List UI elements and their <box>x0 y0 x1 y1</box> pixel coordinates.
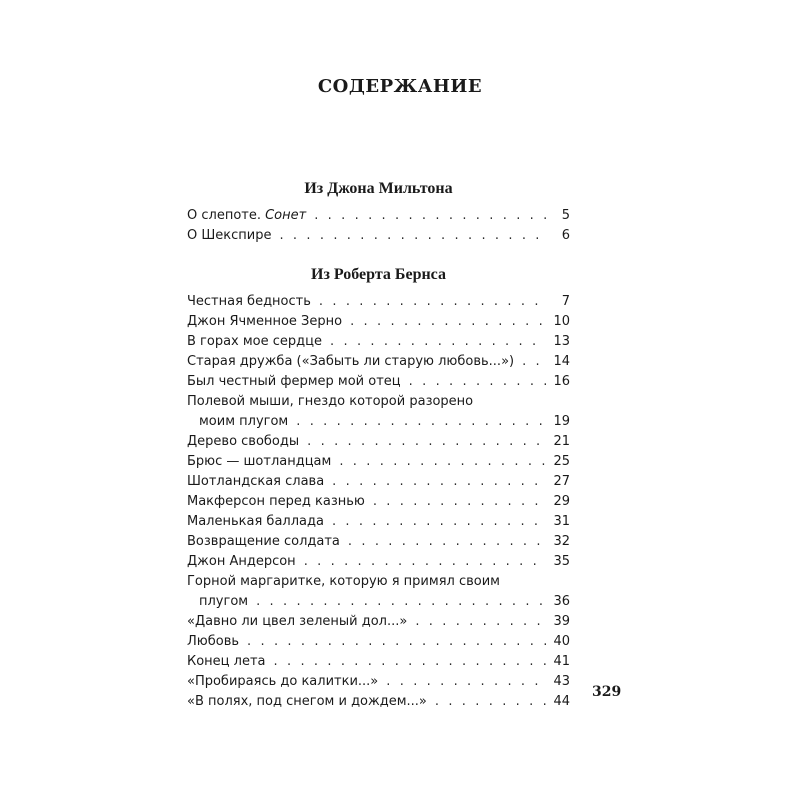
toc-entry-title: Конец лета <box>187 654 266 669</box>
toc-entry-title: «Пробираясь до калитки...» <box>187 674 379 689</box>
toc-entry-title: Был честный фермер мой отец <box>187 374 401 389</box>
toc-leader-dots <box>522 352 546 372</box>
toc-leader-dots <box>296 412 546 432</box>
toc-leader-dots <box>350 312 546 332</box>
toc-leader-dots <box>319 292 546 312</box>
toc-entry[interactable] <box>187 292 570 312</box>
toc-entry-title: О Шекспире <box>187 228 272 243</box>
toc-entry-title: Дерево свободы <box>187 434 300 449</box>
toc-page-number: 43 <box>553 674 570 689</box>
toc-page-number: 19 <box>553 414 570 429</box>
toc-page-number: 14 <box>553 354 570 369</box>
toc-page-number: 31 <box>553 514 570 529</box>
toc-leader-dots <box>256 592 546 612</box>
toc-entry-title: «В полях, под снегом и дождем...» <box>187 694 427 709</box>
toc-page-number: 41 <box>553 654 570 669</box>
toc-leader-dots <box>332 512 546 532</box>
toc-leader-dots <box>332 472 546 492</box>
toc-leader-dots <box>304 552 546 572</box>
toc-entry[interactable] <box>187 472 570 492</box>
toc-entry-title: Полевой мыши, гнездо которой разорено <box>187 394 474 409</box>
toc-page-number: 35 <box>553 554 570 569</box>
toc-entry-title: Маленькая баллада <box>187 514 324 529</box>
toc-entry-title: Возвращение солдата <box>187 534 340 549</box>
toc-entry[interactable] <box>187 512 570 532</box>
toc-entry-title: О слепоте. Сонет <box>187 208 307 223</box>
section-heading-burns: Из Роберта Бернса <box>311 266 446 283</box>
toc-entry-title: Джон Ячменное Зерно <box>187 314 343 329</box>
toc-page-number: 16 <box>553 374 570 389</box>
toc-entry-title-continuation: моим плугом <box>199 414 289 429</box>
toc-page-number: 25 <box>553 454 570 469</box>
toc-page-number: 39 <box>553 614 570 629</box>
toc-entry[interactable] <box>187 492 570 512</box>
toc-entry[interactable] <box>187 372 570 392</box>
toc-list-milton <box>187 206 570 246</box>
toc-page-number: 7 <box>561 294 570 309</box>
toc-page-number: 13 <box>553 334 570 349</box>
toc-entry[interactable] <box>187 572 570 612</box>
toc-page-number: 21 <box>553 434 570 449</box>
toc-leader-dots <box>348 532 546 552</box>
toc-leader-dots <box>373 492 546 512</box>
toc-page-number: 27 <box>553 474 570 489</box>
toc-entry-title: Горной маргаритке, которую я примял своим <box>187 574 500 589</box>
toc-entry[interactable] <box>187 452 570 472</box>
toc-page-number: 5 <box>561 208 570 223</box>
toc-entry[interactable] <box>187 206 570 226</box>
toc-leader-dots <box>415 612 546 632</box>
toc-leader-dots <box>409 372 546 392</box>
toc-entry-title: Любовь <box>187 634 240 649</box>
toc-leader-dots <box>307 432 546 452</box>
toc-entry-title: Брюс — шотландцам <box>187 454 332 469</box>
section-heading-milton: Из Джона Мильтона <box>304 180 453 197</box>
toc-entry[interactable] <box>187 392 570 432</box>
toc-leader-dots <box>386 672 546 692</box>
toc-leader-dots <box>314 206 546 226</box>
toc-entry[interactable] <box>187 672 570 692</box>
toc-page-number: 44 <box>553 694 570 709</box>
toc-page-number: 36 <box>553 594 570 609</box>
toc-entry[interactable] <box>187 652 570 672</box>
page-number: 329 <box>592 684 622 700</box>
toc-entry[interactable] <box>187 226 570 246</box>
toc-entry[interactable] <box>187 312 570 332</box>
toc-leader-dots <box>330 332 546 352</box>
toc-page-number: 29 <box>553 494 570 509</box>
toc-entry-title: Честная бедность <box>187 294 311 309</box>
toc-entry-title: Шотландская слава <box>187 474 325 489</box>
toc-entry-title-continuation: плугом <box>199 594 249 609</box>
toc-page-number: 6 <box>561 228 570 243</box>
page-title: СОДЕРЖАНИЕ <box>317 76 483 97</box>
toc-entry-title: «Давно ли цвел зеленый дол...» <box>187 614 408 629</box>
toc-entry[interactable] <box>187 432 570 452</box>
toc-page-number: 32 <box>553 534 570 549</box>
toc-list-burns <box>187 292 570 712</box>
toc-leader-dots <box>274 652 546 672</box>
toc-entry-title: В горах мое сердце <box>187 334 323 349</box>
toc-entry[interactable] <box>187 552 570 572</box>
toc-leader-dots <box>435 692 546 712</box>
toc-page-number: 10 <box>553 314 570 329</box>
toc-leader-dots <box>247 632 546 652</box>
toc-entry-title: Старая дружба («Забыть ли старую любовь...») <box>187 354 515 369</box>
toc-leader-dots <box>339 452 546 472</box>
toc-leader-dots <box>279 226 546 246</box>
toc-entry[interactable] <box>187 612 570 632</box>
toc-page-number: 40 <box>553 634 570 649</box>
toc-entry[interactable] <box>187 332 570 352</box>
toc-entry[interactable] <box>187 632 570 652</box>
toc-entry[interactable] <box>187 692 570 712</box>
toc-entry[interactable] <box>187 352 570 372</box>
toc-entry[interactable] <box>187 532 570 552</box>
toc-entry-title: Макферсон перед казнью <box>187 494 365 509</box>
toc-entry-title: Джон Андерсон <box>187 554 296 569</box>
